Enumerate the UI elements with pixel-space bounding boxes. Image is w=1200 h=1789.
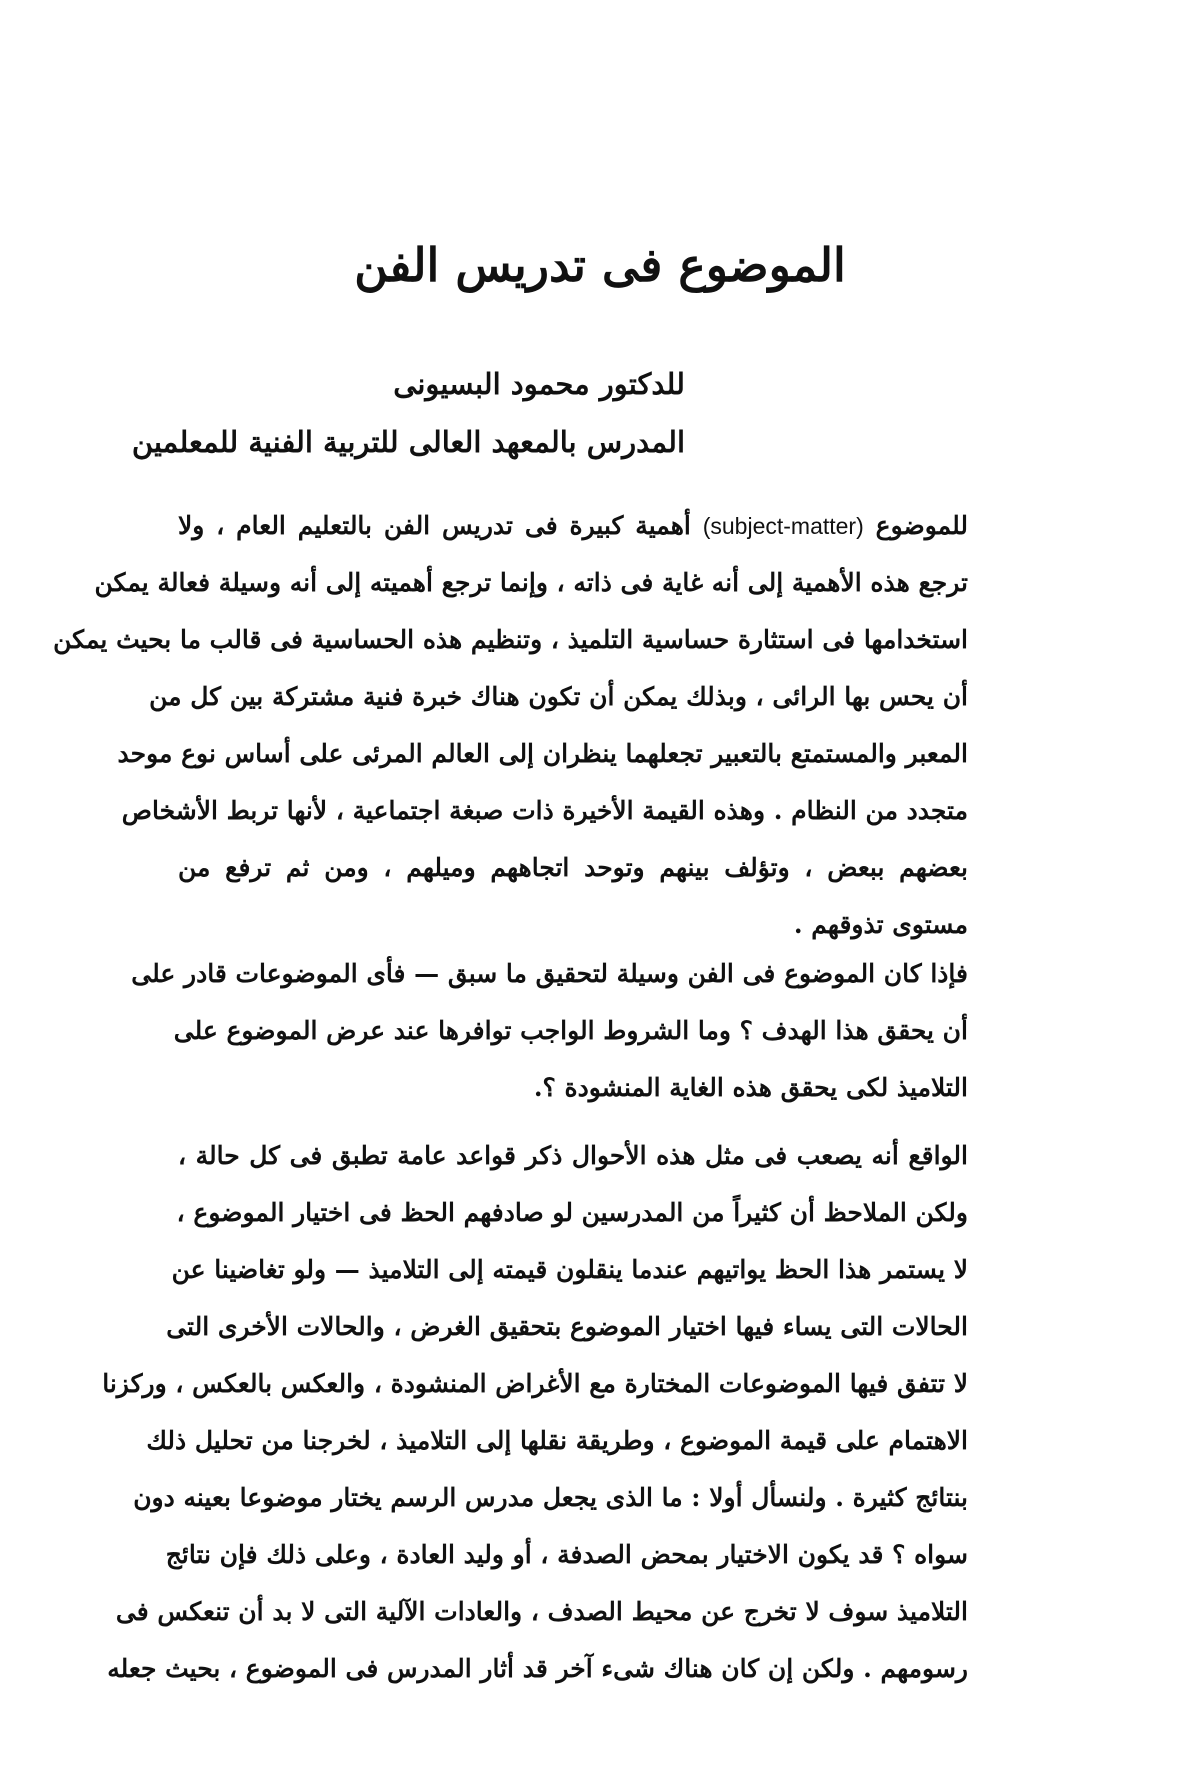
text-line: لا تتفق فيها الموضوعات المختارة مع الأغراض المنشودة ، والعكس بالعكس ، وركزنا [102,1369,968,1398]
text-line: فإذا كان الموضوع فى الفن وسيلة لتحقيق ما سبق — فأى الموضوعات قادر على [131,959,968,988]
text-line: أن يحس بها الرائى ، وبذلك يمكن أن تكون هناك خبرة فنية مشتركة بين كل من [149,682,968,711]
text-line: الاهتمام على قيمة الموضوع ، وطريقة نقلها إلى التلاميذ ، لخرجنا من تحليل ذلك [146,1426,968,1455]
text-line: ترجع هذه الأهمية إلى أنه غاية فى ذاته ، وإنما ترجع أهميته إلى أنه وسيلة فعالة يمكن [94,568,968,597]
text-line: رسومهم . ولكن إن كان هناك شىء آخر قد أثار المدرس فى الموضوع ، بحيث جعله [107,1654,968,1683]
paragraph-2 [131,945,968,1116]
text-line: مستوى تذوقهم . [793,910,968,939]
text-fragment: للموضوع [875,511,968,540]
article-title: الموضوع فى تدريس الفن [354,238,846,292]
text-fragment: أهمية كبيرة فى تدريس الفن بالتعليم العام ، ولا [178,511,691,540]
english-term: (subject-matter) [702,513,864,539]
text-line: متجدد من النظام . وهذه القيمة الأخيرة ذات صبغة اجتماعية ، لأنها تربط الأشخاص [121,796,968,825]
author-affiliation: المدرس بالمعهد العالى للتربية الفنية للمعلمين [131,425,685,459]
text-line: التلاميذ لكى يحقق هذه الغاية المنشودة ؟. [533,1073,968,1102]
text-line: أن يحقق هذا الهدف ؟ وما الشروط الواجب توافرها عند عرض الموضوع على [173,1016,968,1045]
text-line [178,497,968,554]
paragraph-3 [102,1127,968,1697]
text-line: ولكن الملاحظ أن كثيراً من المدرسين لو صادفهم الحظ فى اختيار الموضوع ، [176,1198,968,1227]
author-name: للدكتور محمود البسيونى [393,367,685,401]
text-line: لا يستمر هذا الحظ يواتيهم عندما ينقلون قيمته إلى التلاميذ — ولو تغاضينا عن [171,1255,968,1284]
text-line: استخدامها فى استثارة حساسية التلميذ ، وتنظيم هذه الحساسية فى قالب ما بحيث يمكن [53,625,968,654]
text-line: الواقع أنه يصعب فى مثل هذه الأحوال ذكر قواعد عامة تطبق فى كل حالة ، [178,1141,968,1170]
text-line: الحالات التى يساء فيها اختيار الموضوع بتحقيق الغرض ، والحالات الأخرى التى [166,1312,968,1341]
text-line: سواه ؟ قد يكون الاختيار بمحض الصدفة ، أو وليد العادة ، وعلى ذلك فإن نتائج [165,1540,968,1569]
text-line: المعبر والمستمتع بالتعبير تجعلهما ينظران إلى العالم المرئى على أساس نوع موحد [117,739,968,768]
text-line: بنتائج كثيرة . ولنسأل أولا : ما الذى يجعل مدرس الرسم يختار موضوعا بعينه دون [133,1483,968,1512]
text-line: بعضهم ببعض ، وتؤلف بينهم وتوحد اتجاههم وميلهم ، ومن ثم ترفع من [178,853,968,882]
paragraph-1 [53,497,968,953]
text-line: التلاميذ سوف لا تخرج عن محيط الصدف ، والعادات الآلية التى لا بد أن تنعكس فى [115,1597,968,1626]
